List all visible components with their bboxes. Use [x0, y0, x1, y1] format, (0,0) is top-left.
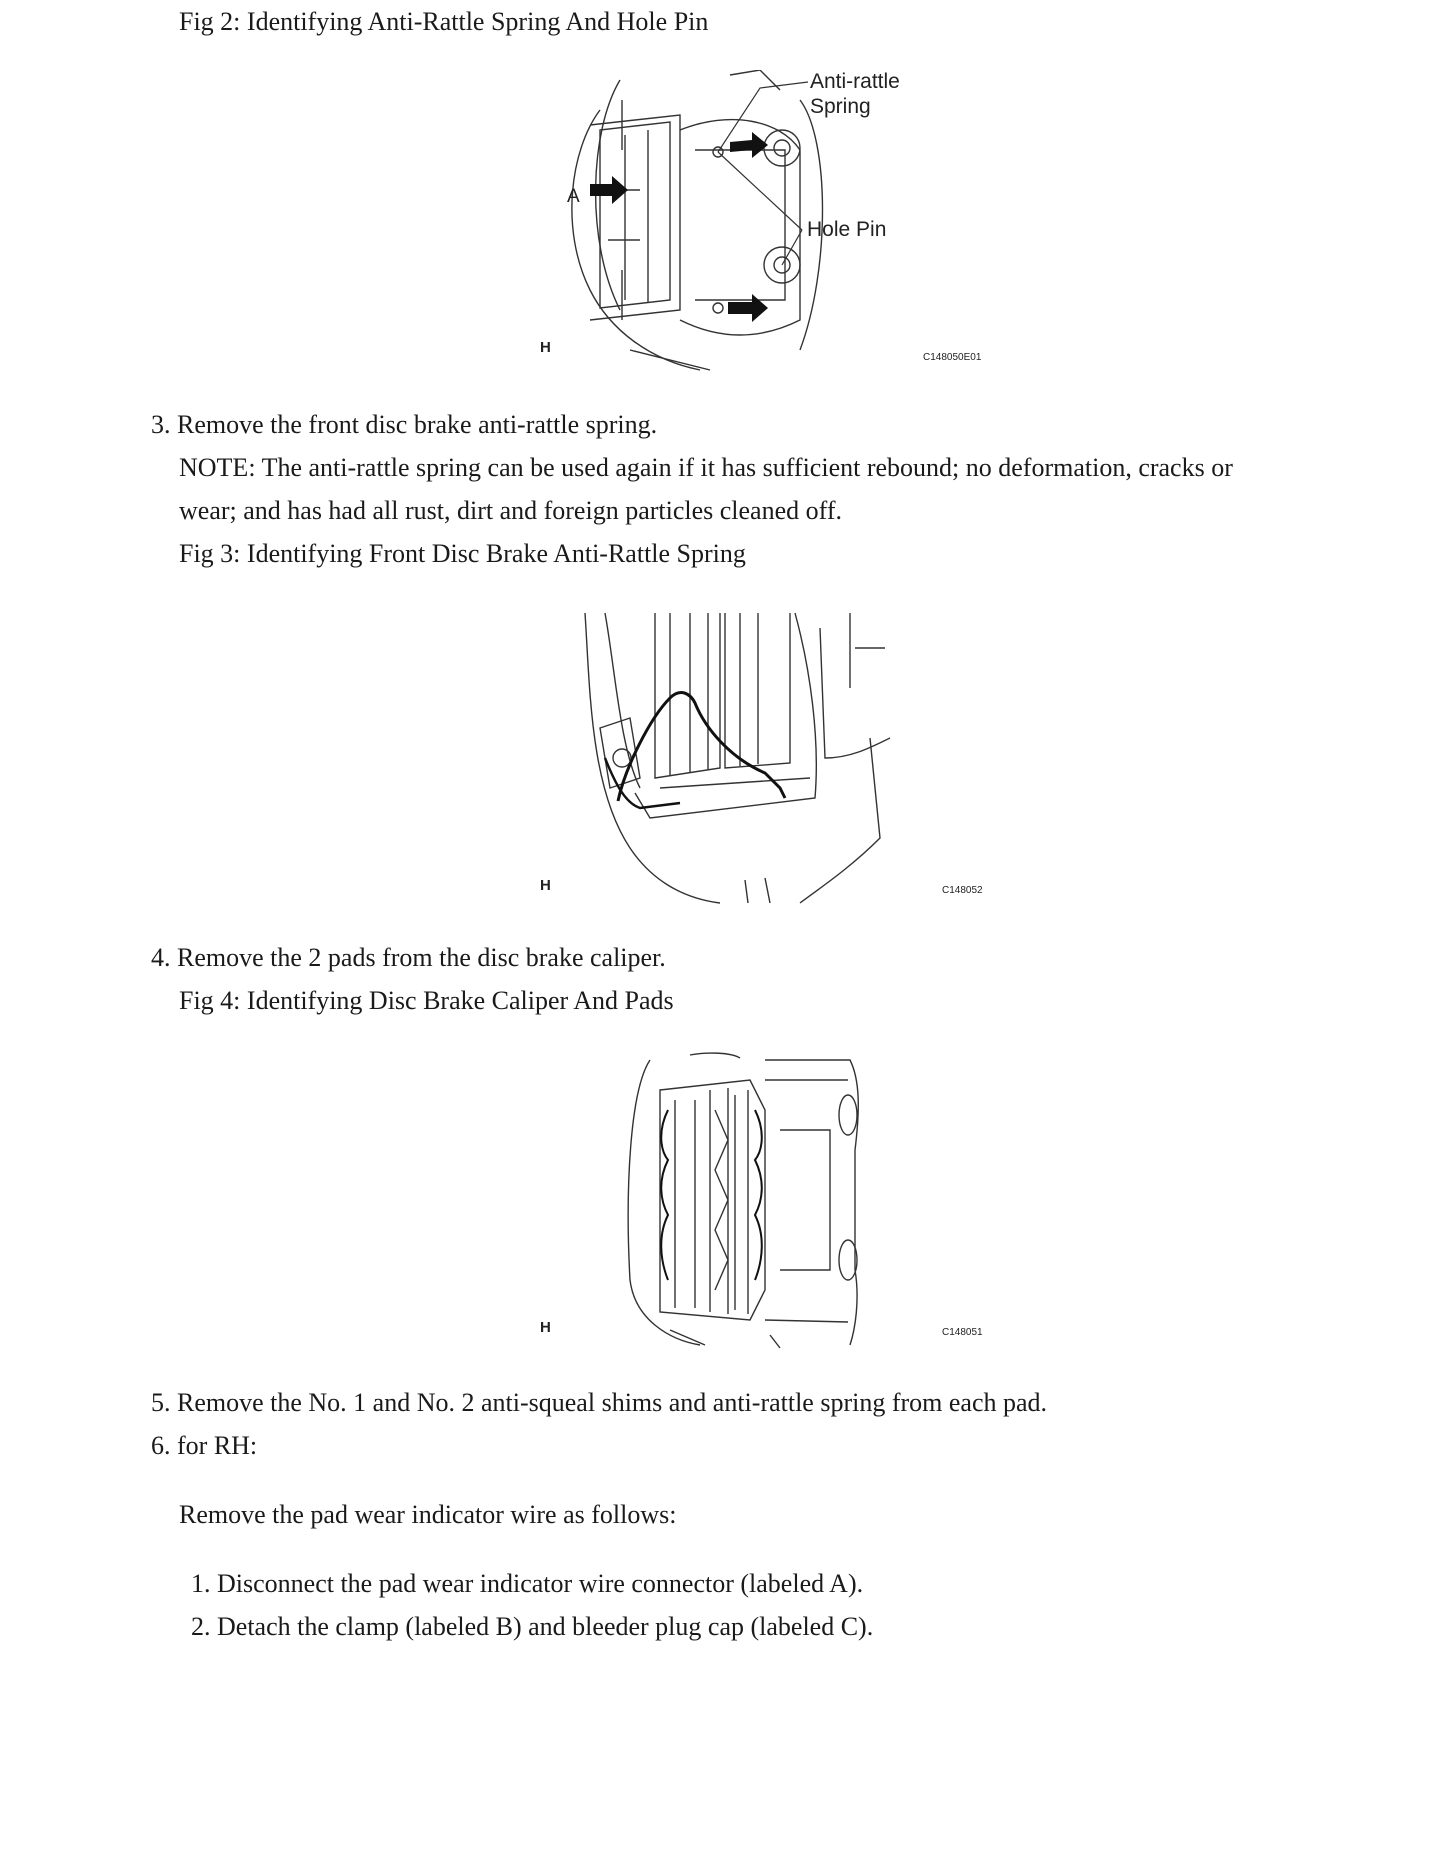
step-3-note-line1: NOTE: The anti-rattle spring can be used again if it has sufficient rebound; no deformation, cracks or [179, 453, 1233, 482]
label-a: A [567, 186, 580, 207]
step-4: 4. Remove the 2 pads from the disc brake caliper. [151, 943, 666, 972]
arrow-right-upper [730, 132, 768, 158]
step-6-substep-2: 2. Detach the clamp (labeled B) and bleeder plug cap (labeled C). [191, 1612, 874, 1641]
fig2-illustration [530, 70, 1000, 375]
fig2-caption: Fig 2: Identifying Anti-Rattle Spring And Hole Pin [179, 7, 709, 36]
step-3-note-line2: wear; and has had all rust, dirt and foreign particles cleaned off. [179, 496, 842, 525]
fig4-caption: Fig 4: Identifying Disc Brake Caliper And Pads [179, 986, 674, 1015]
brake-spring-closeup-diagram [530, 608, 1000, 908]
fig4-illustration [530, 1050, 1000, 1350]
figure-code: C148051 [942, 1327, 983, 1338]
fig3-caption: Fig 3: Identifying Front Disc Brake Anti-Rattle Spring [179, 539, 746, 568]
label-anti-rattle: Anti-rattle [810, 70, 900, 93]
fig3-illustration [530, 608, 1000, 908]
caliper-pads-diagram [530, 1050, 1000, 1350]
brake-spring-diagram [530, 70, 1000, 375]
label-h: H [540, 877, 551, 894]
label-h: H [540, 1319, 551, 1336]
figure-code: C148050E01 [923, 352, 982, 363]
step-5: 5. Remove the No. 1 and No. 2 anti-squeal shims and anti-rattle spring from each pad. [151, 1388, 1048, 1417]
label-hole-pin: Hole Pin [807, 218, 887, 241]
step-6-intro: Remove the pad wear indicator wire as follows: [179, 1500, 677, 1529]
figure-code: C148052 [942, 885, 983, 896]
step-3: 3. Remove the front disc brake anti-rattle spring. [151, 410, 658, 439]
label-h: H [540, 339, 551, 356]
step-6: 6. for RH: [151, 1431, 258, 1460]
label-spring: Spring [810, 95, 871, 118]
arrow-right-lower [728, 294, 768, 322]
step-6-substep-1: 1. Disconnect the pad wear indicator wire connector (labeled A). [191, 1569, 864, 1598]
